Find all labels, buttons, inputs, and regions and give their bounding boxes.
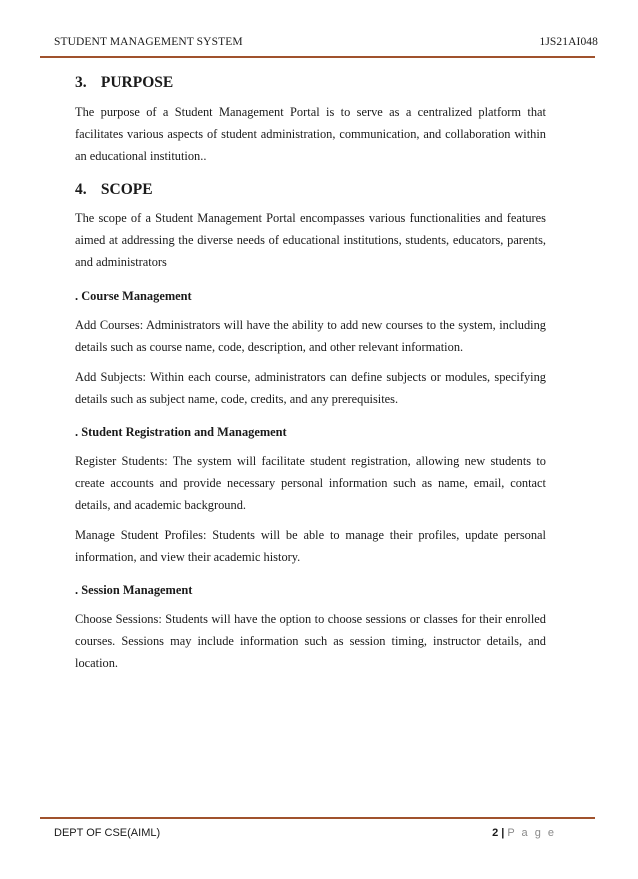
footer-rule (40, 817, 595, 819)
course-paragraph-2: Add Subjects: Within each course, administrators can define subjects or modules, specifying details such as subject name, code, credits, and any prerequisites. (75, 370, 546, 406)
page-footer (40, 827, 598, 845)
scope-paragraph: The scope of a Student Management Portal encompasses various functionalities and features aimed at addressing the diverse needs of educational institutions, students, educators, parents, and administrators (75, 211, 546, 269)
subsection-heading-course: . Course Management (75, 289, 192, 303)
page-separator: | (501, 827, 505, 839)
section-heading-purpose (75, 74, 546, 92)
session-paragraph-1: Choose Sessions: Students will have the option to choose sessions or classes for their enrolled courses. Sessions may include information such as session timing, instructor details, and location. (75, 612, 546, 670)
section-title: PURPOSE (100, 74, 174, 91)
page-number: 2 (492, 827, 499, 839)
course-paragraph-1: Add Courses: Administrators will have the ability to add new courses to the system, including details such as course name, code, description, and other relevant information. (75, 318, 546, 354)
page-indicator (492, 827, 556, 839)
registration-paragraph-1: Register Students: The system will facilitate student registration, allowing new students to create accounts and provide necessary personal information such as name, email, contact details, and academic background. (75, 454, 546, 512)
page-header (40, 36, 598, 56)
subsection-heading-registration: . Student Registration and Management (75, 425, 287, 439)
purpose-paragraph: The purpose of a Student Management Portal is to serve as a centralized platform that facilitates various aspects of student administration, communication, and collaboration within an educational institution.. (75, 105, 546, 163)
footer-dept: DEPT OF CSE(AIML) (54, 827, 161, 839)
registration-paragraph-2: Manage Student Profiles: Students will be able to manage their profiles, update personal information, and view their academic history. (75, 528, 546, 564)
page-content (75, 72, 546, 674)
section-heading-scope (75, 181, 546, 199)
subsection-heading-session: . Session Management (75, 583, 193, 597)
header-rule (40, 56, 595, 58)
section-number: 4. (75, 181, 87, 198)
section-number: 3. (75, 74, 87, 91)
header-title: STUDENT MANAGEMENT SYSTEM (54, 36, 243, 48)
section-title: SCOPE (100, 181, 153, 198)
page-label: P a g e (507, 827, 556, 839)
header-id: 1JS21AI048 (539, 36, 598, 48)
